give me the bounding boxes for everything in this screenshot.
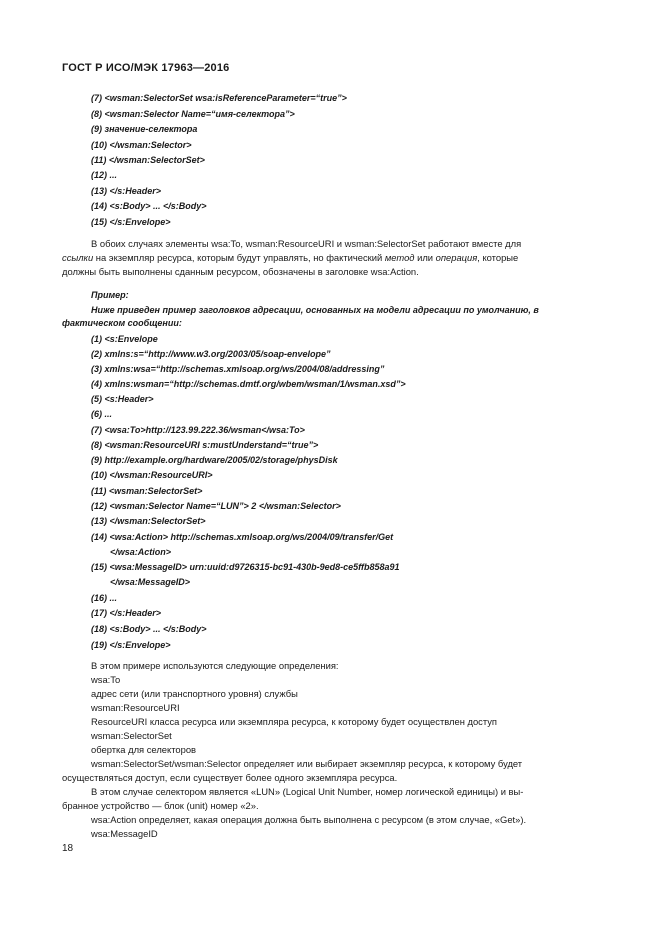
code-line: (11) <wsman:SelectorSet> — [91, 486, 203, 496]
code-line: (9) значение-селектора — [91, 124, 198, 134]
paragraph-line: wsman:SelectorSet/wsman:Selector определяет или выбирает экземпляр ресурса, к которому будет — [91, 758, 523, 769]
code-line: (13) </s:Header> — [91, 186, 162, 196]
term: wsa:MessageID — [91, 828, 158, 839]
example-text: Ниже приведен пример заголовков адресации, основанных на модели адресации по умолчанию, в — [91, 305, 539, 315]
code-line: (11) </wsman:SelectorSet> — [91, 155, 205, 165]
term: wsa:To — [91, 674, 121, 685]
paragraph-line: бранное устройство — блок (unit) номер «2». — [62, 800, 259, 811]
code-line: (1) <s:Envelope — [91, 334, 158, 344]
code-line: </wsa:Action> — [110, 547, 172, 557]
code-line: (5) <s:Header> — [91, 394, 154, 404]
definition: обертка для селекторов — [91, 744, 197, 755]
paragraph-line: должны быть выполнены сданным ресурсом, обозначены в заголовке wsa:Action. — [62, 266, 419, 277]
definition: адрес сети (или транспортного уровня) службы — [91, 688, 298, 699]
emph-text: метод — [384, 252, 415, 263]
code-line: (7) <wsa:To>http://123.99.222.36/wsman</wsa:To> — [91, 425, 305, 435]
code-line: (12) ... — [91, 170, 118, 180]
code-line: (16) ... — [91, 593, 118, 603]
document-header: ГОСТ Р ИСО/МЭК 17963—2016 — [62, 62, 230, 74]
emph-text: ссылки — [62, 252, 94, 263]
paragraph-line: В обоих случаях элементы wsa:To, wsman:ResourceURI и wsman:SelectorSet работают вместе для — [91, 238, 522, 249]
paragraph-line — [62, 252, 518, 264]
code-line: (14) <wsa:Action> http://schemas.xmlsoap.org/ws/2004/09/transfer/Get — [91, 532, 394, 542]
code-line: (15) </s:Envelope> — [91, 217, 171, 227]
example-text: фактическом сообщении: — [62, 318, 182, 328]
text-run: , которые — [477, 252, 519, 263]
code-line: (7) <wsman:SelectorSet wsa:isReferenceParameter=“true”> — [91, 93, 347, 103]
text-run: или — [414, 252, 436, 263]
paragraph-line: В этом случае селектором является «LUN» (Logical Unit Number, номер логической единицы) и вы- — [91, 786, 524, 797]
code-line: (10) </wsman:Selector> — [91, 140, 192, 150]
term: wsman:ResourceURI — [91, 702, 180, 713]
code-line: (18) <s:Body> ... </s:Body> — [91, 624, 207, 634]
code-line: (19) </s:Envelope> — [91, 640, 171, 650]
paragraph-line: wsa:Action определяет, какая операция должна быть выполнена с ресурсом (в этом случае, «Get»). — [91, 814, 527, 825]
text-run: на экземпляр ресурса, которым будут управлять, но фактический — [93, 252, 385, 263]
code-line: (8) <wsman:Selector Name=“имя-селектора”> — [91, 109, 295, 119]
code-line: (15) <wsa:MessageID> urn:uuid:d9726315-bc91-430b-9ed8-ce5ffb858a91 — [91, 562, 400, 572]
code-line: (4) xmlns:wsman=“http://schemas.dmtf.org/wbem/wsman/1/wsman.xsd”> — [91, 379, 406, 389]
code-line: (14) <s:Body> ... </s:Body> — [91, 201, 207, 211]
code-line: (6) ... — [91, 409, 113, 419]
code-line: (3) xmlns:wsa=“http://schemas.xmlsoap.org/ws/2004/08/addressing” — [91, 364, 385, 374]
page-number: 18 — [62, 843, 74, 854]
code-line: (17) </s:Header> — [91, 608, 162, 618]
emph-text: операция — [435, 252, 478, 263]
code-line: (10) </wsman:ResourceURI> — [91, 470, 213, 480]
paragraph-line: В этом примере используются следующие определения: — [91, 660, 339, 671]
code-line: (12) <wsman:Selector Name=“LUN”> 2 </wsman:Selector> — [91, 501, 341, 511]
code-line: (13) </wsman:SelectorSet> — [91, 516, 206, 526]
example-label: Пример: — [91, 290, 129, 300]
paragraph-line: осуществляться доступ, если существует более одного экземпляра ресурса. — [62, 772, 398, 783]
definition: ResourceURI класса ресурса или экземпляра ресурса, к которому будет осуществлен доступ — [91, 716, 498, 727]
code-line: (8) <wsman:ResourceURI s:mustUnderstand=“true”> — [91, 440, 319, 450]
code-line: </wsa:MessageID> — [110, 577, 191, 587]
code-line: (2) xmlns:s=“http://www.w3.org/2003/05/soap-envelope” — [91, 349, 331, 359]
term: wsman:SelectorSet — [91, 730, 172, 741]
code-line: (9) http://example.org/hardware/2005/02/storage/physDisk — [91, 455, 338, 465]
